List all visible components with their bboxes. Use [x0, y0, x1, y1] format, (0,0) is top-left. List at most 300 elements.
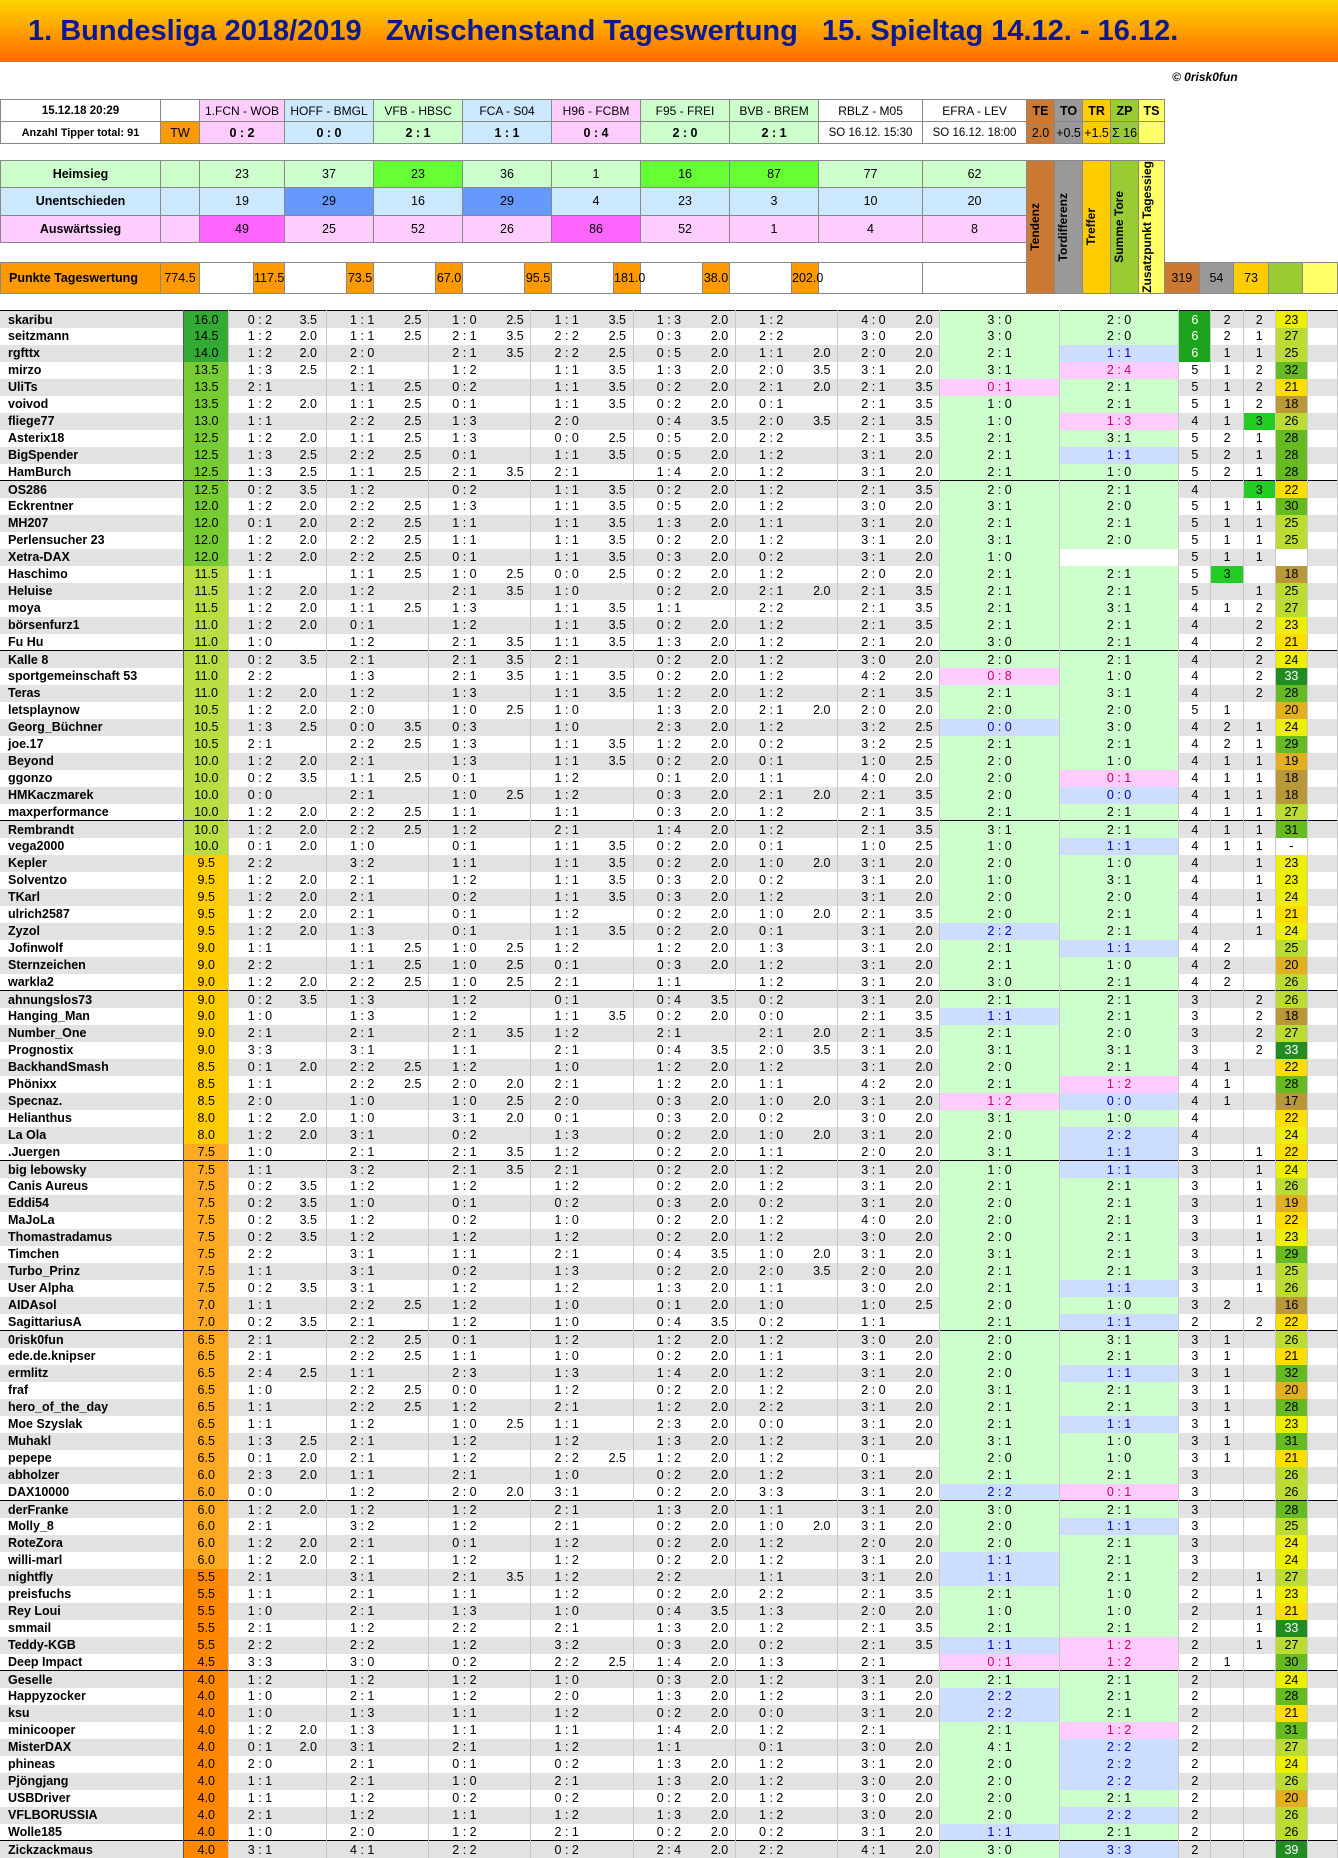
- tip-points: [398, 1212, 429, 1229]
- tip-score: 0 : 3: [633, 549, 704, 566]
- tip-score: 1 : 0: [229, 1705, 291, 1722]
- tr-value: 2: [1243, 600, 1275, 617]
- player-name: Kepler: [0, 855, 184, 872]
- tip-points: 3.5: [909, 379, 940, 396]
- te-value: 4: [1179, 855, 1211, 872]
- tip-score-open: 2 : 0: [940, 1127, 1060, 1144]
- te-value: 3: [1179, 1297, 1211, 1314]
- tip-points: 2.0: [909, 651, 940, 668]
- tip-score: 2 : 1: [326, 906, 397, 923]
- tip-score: 1 : 2: [229, 923, 291, 940]
- tip-points: [291, 1756, 327, 1773]
- tip-score: 3 : 1: [326, 1127, 397, 1144]
- tip-score: 3 : 1: [838, 1348, 909, 1365]
- tip-score: 1 : 2: [326, 481, 397, 498]
- tw-points: 4.5: [184, 1654, 229, 1671]
- tip-score: 0 : 5: [633, 345, 704, 362]
- tip-points: [500, 362, 531, 379]
- tr-value: 2: [1243, 1025, 1275, 1042]
- zp-value: 26: [1275, 1280, 1307, 1297]
- tip-points: [291, 1399, 327, 1416]
- tip-points: 3.5: [602, 532, 633, 549]
- tr-value: [1243, 1688, 1275, 1705]
- to-value: 1: [1211, 1450, 1243, 1467]
- player-name: smmail: [0, 1620, 184, 1637]
- tip-points: [602, 1773, 633, 1790]
- tip-points: 2.5: [602, 328, 633, 345]
- tip-score: 2 : 0: [326, 345, 397, 362]
- ts-value: [1308, 1229, 1338, 1246]
- tip-points: 2.5: [500, 940, 531, 957]
- tr-value: 1: [1243, 1586, 1275, 1603]
- tip-count-u: 19: [200, 188, 285, 215]
- tip-points: 3.5: [704, 1603, 735, 1620]
- tip-score: 1 : 4: [633, 1654, 704, 1671]
- tr-value: 1: [1243, 345, 1275, 362]
- tip-score: 2 : 1: [229, 736, 291, 753]
- tw-header: TW: [161, 122, 200, 144]
- tr-value: 2: [1243, 362, 1275, 379]
- player-name: maxperformance: [0, 804, 184, 821]
- tip-points: 2.0: [291, 1467, 327, 1484]
- tr-col: [1083, 161, 1111, 294]
- tip-score: 0 : 2: [633, 668, 704, 685]
- table-row: [0, 719, 1338, 736]
- te-value: 3: [1179, 1263, 1211, 1280]
- tip-points: [398, 1688, 429, 1705]
- tip-points: [602, 1093, 633, 1110]
- spacer: [552, 293, 614, 310]
- tip-score: 0 : 2: [229, 1229, 291, 1246]
- tip-score: 1 : 1: [531, 311, 602, 328]
- zp-value: 23: [1275, 1416, 1307, 1433]
- tip-points: 2.0: [291, 1552, 327, 1569]
- zp-value: 23: [1275, 872, 1307, 889]
- tip-score: 2 : 1: [838, 1637, 909, 1654]
- player-name: Eddi54: [0, 1195, 184, 1212]
- spacer: [614, 293, 641, 310]
- tw-points: 7.5: [184, 1161, 229, 1178]
- tip-score: 2 : 2: [326, 1399, 397, 1416]
- to-value: [1211, 872, 1243, 889]
- zp-value: 16: [1275, 1297, 1307, 1314]
- tip-points: [807, 617, 838, 634]
- zp-header: ZP: [1111, 100, 1139, 122]
- player-name: warkla2: [0, 974, 184, 991]
- tip-score: 1 : 2: [229, 600, 291, 617]
- tip-points: 2.0: [291, 702, 327, 719]
- ts-value: [1308, 634, 1338, 651]
- tip-score: 2 : 1: [326, 889, 397, 906]
- player-name: Helianthus: [0, 1110, 184, 1127]
- te-value: 3: [1179, 1161, 1211, 1178]
- tip-points: [500, 1620, 531, 1637]
- tip-score: 0 : 2: [735, 1637, 806, 1654]
- player-name: VFLBORUSSIA: [0, 1807, 184, 1824]
- tip-points: [500, 1654, 531, 1671]
- tip-points: [807, 1331, 838, 1348]
- tip-points: [807, 1535, 838, 1552]
- tip-points: [398, 753, 429, 770]
- tip-score: 1 : 2: [735, 668, 806, 685]
- tw-points: 4.0: [184, 1688, 229, 1705]
- tip-points: 2.5: [398, 957, 429, 974]
- tip-score: 1 : 1: [735, 1280, 806, 1297]
- tip-points: 3.5: [909, 481, 940, 498]
- ts-value: [1308, 1756, 1338, 1773]
- tip-score: 0 : 0: [531, 430, 602, 447]
- tr-value: [1243, 1382, 1275, 1399]
- tip-score: 0 : 2: [429, 1212, 500, 1229]
- tw-points: 11.0: [184, 685, 229, 702]
- tw-points: 10.0: [184, 770, 229, 787]
- tw-points: 12.0: [184, 498, 229, 515]
- ts-value: [1308, 855, 1338, 872]
- tip-score: 1 : 2: [735, 1722, 806, 1739]
- ts-value: [1308, 1620, 1338, 1637]
- tw-points: 7.5: [184, 1212, 229, 1229]
- tr-value: +1.5: [1083, 122, 1111, 144]
- te-value: 3: [1179, 1365, 1211, 1382]
- tr-value: [1243, 1076, 1275, 1093]
- tip-points: [807, 1807, 838, 1824]
- tip-score: 1 : 0: [735, 1518, 806, 1535]
- tip-score: 1 : 3: [633, 515, 704, 532]
- ts-value: [1308, 430, 1338, 447]
- tip-count-a: 8: [923, 215, 1027, 242]
- tip-score: 1 : 2: [429, 1280, 500, 1297]
- tip-score-open: 2 : 2: [1059, 1807, 1179, 1824]
- tip-score-open: 2 : 0: [940, 1195, 1060, 1212]
- tip-points: 2.0: [807, 1518, 838, 1535]
- tw-points: 4.0: [184, 1705, 229, 1722]
- tip-points: [500, 1688, 531, 1705]
- tip-score: 2 : 1: [229, 1348, 291, 1365]
- tip-score-open: 2 : 0: [940, 1297, 1060, 1314]
- tr-value: 1: [1243, 1620, 1275, 1637]
- tip-score: 1 : 2: [326, 1501, 397, 1518]
- tip-score: 1 : 2: [633, 940, 704, 957]
- tip-score: 1 : 0: [429, 787, 500, 804]
- spacer: [552, 242, 614, 262]
- tip-points: [807, 1637, 838, 1654]
- tip-score: 2 : 0: [735, 1042, 806, 1059]
- tip-points: 2.0: [704, 1229, 735, 1246]
- tip-score: 2 : 1: [326, 1025, 397, 1042]
- tip-points: 2.0: [291, 1450, 327, 1467]
- tip-score: 4 : 0: [838, 770, 909, 787]
- table-row: [0, 1399, 1338, 1416]
- tip-score-open: 2 : 0: [1059, 532, 1179, 549]
- table-row: [0, 328, 1338, 345]
- te-value: 4: [1179, 1110, 1211, 1127]
- tip-score: 2 : 1: [838, 1025, 909, 1042]
- tip-points: 2.0: [909, 1467, 940, 1484]
- tip-points: 3.5: [602, 872, 633, 889]
- tip-score: 1 : 1: [429, 1807, 500, 1824]
- tip-score: 1 : 1: [531, 379, 602, 396]
- ts-value: [1308, 906, 1338, 923]
- table-row: [0, 1212, 1338, 1229]
- to-value: [1211, 1229, 1243, 1246]
- tip-score: 0 : 3: [633, 804, 704, 821]
- tip-score: 1 : 3: [531, 1365, 602, 1382]
- tip-points: [500, 736, 531, 753]
- to-value: 1: [1211, 498, 1243, 515]
- zp-value: 21: [1275, 634, 1307, 651]
- zp-value: 21: [1275, 906, 1307, 923]
- tw-points: 11.0: [184, 634, 229, 651]
- tw-points: 7.5: [184, 1229, 229, 1246]
- tip-points: [398, 583, 429, 600]
- to-value: [1211, 1705, 1243, 1722]
- tip-points: 2.0: [291, 583, 327, 600]
- tip-points: [602, 1297, 633, 1314]
- tip-score: 3 : 1: [838, 1688, 909, 1705]
- tip-points: [807, 821, 838, 838]
- tip-points: [500, 855, 531, 872]
- tip-points: 3.5: [602, 549, 633, 566]
- tip-points: [807, 1773, 838, 1790]
- tip-score-open: 2 : 1: [940, 804, 1060, 821]
- table-row: [0, 1365, 1338, 1382]
- tip-points: [398, 1518, 429, 1535]
- tip-points: 2.5: [500, 702, 531, 719]
- tip-score-open: 2 : 1: [940, 447, 1060, 464]
- tip-points: [602, 1433, 633, 1450]
- player-name: mirzo: [0, 362, 184, 379]
- zp-value: 27: [1275, 1569, 1307, 1586]
- tip-score: 1 : 3: [326, 1008, 397, 1025]
- tip-points: [398, 1773, 429, 1790]
- tip-score: 1 : 3: [531, 1127, 602, 1144]
- tip-points: [807, 464, 838, 481]
- tip-score-open: 2 : 0: [940, 855, 1060, 872]
- tip-points: 2.0: [807, 1246, 838, 1263]
- tip-points: 2.0: [291, 1501, 327, 1518]
- zp-value: 32: [1275, 1365, 1307, 1382]
- zp-value: 19: [1275, 753, 1307, 770]
- tip-score: 2 : 0: [229, 1093, 291, 1110]
- tip-score-open: 2 : 0: [940, 481, 1060, 498]
- tip-points: 2.5: [398, 379, 429, 396]
- tip-score-open: 2 : 1: [940, 583, 1060, 600]
- tip-score-open: 2 : 1: [940, 685, 1060, 702]
- tip-points: 2.0: [704, 1637, 735, 1654]
- ts-value: [1308, 821, 1338, 838]
- tw-points: 13.5: [184, 396, 229, 413]
- tip-points: 2.0: [909, 566, 940, 583]
- tip-score-open: 1 : 2: [1059, 1654, 1179, 1671]
- tip-points: [500, 889, 531, 906]
- tr-value: [1243, 974, 1275, 991]
- tip-score: 0 : 0: [229, 1484, 291, 1501]
- tip-score: 0 : 2: [429, 1654, 500, 1671]
- to-value: [1211, 906, 1243, 923]
- ts-value: [1308, 872, 1338, 889]
- tip-score-open: 2 : 1: [1059, 923, 1179, 940]
- tip-points: [291, 1348, 327, 1365]
- tip-points: [807, 1365, 838, 1382]
- tip-score: 2 : 0: [838, 702, 909, 719]
- tr-value: [1243, 1059, 1275, 1076]
- tip-score: 2 : 2: [735, 1586, 806, 1603]
- tr-value: 1: [1243, 736, 1275, 753]
- tip-points: [398, 855, 429, 872]
- tip-points: [602, 1229, 633, 1246]
- tip-score: 3 : 1: [326, 1246, 397, 1263]
- tip-score: 2 : 2: [326, 1331, 397, 1348]
- tip-points: 2.0: [909, 1671, 940, 1688]
- table-row: [0, 362, 1338, 379]
- tip-points: 2.0: [704, 532, 735, 549]
- tip-score: 1 : 3: [735, 1603, 806, 1620]
- te-value: 2: [1179, 1620, 1211, 1637]
- tip-points: 2.5: [291, 464, 327, 481]
- tip-points: [909, 1314, 940, 1331]
- tr-value: [1243, 1365, 1275, 1382]
- te-value: 3: [1179, 1331, 1211, 1348]
- tip-score-open: 1 : 1: [940, 1569, 1060, 1586]
- ts-value: [1308, 1263, 1338, 1280]
- tip-score: 1 : 2: [531, 1229, 602, 1246]
- player-name: ermlitz: [0, 1365, 184, 1382]
- auswaertssieg-label: Auswärtssieg: [1, 215, 161, 242]
- table-row: [0, 532, 1338, 549]
- tip-points: [500, 1348, 531, 1365]
- tip-score: 1 : 1: [735, 1569, 806, 1586]
- tr-value: 1: [1243, 328, 1275, 345]
- tr-value: [1243, 1790, 1275, 1807]
- tr-value: 2: [1243, 1042, 1275, 1059]
- zp-value: 27: [1275, 804, 1307, 821]
- zp-value: 24: [1275, 1127, 1307, 1144]
- te-value: 5: [1179, 583, 1211, 600]
- tip-points: 2.0: [704, 702, 735, 719]
- tip-score: 0 : 1: [429, 1195, 500, 1212]
- tip-score: 3 : 3: [229, 1042, 291, 1059]
- tip-points: 2.0: [807, 855, 838, 872]
- tip-points: 3.5: [602, 515, 633, 532]
- tip-points: 2.5: [500, 566, 531, 583]
- tip-score-open: 2 : 0: [940, 1535, 1060, 1552]
- table-row: [0, 1076, 1338, 1093]
- tip-points: 2.0: [909, 1280, 940, 1297]
- tip-points: [398, 617, 429, 634]
- to-value: [1211, 1280, 1243, 1297]
- tip-points: 2.0: [909, 634, 940, 651]
- tip-points: [500, 1229, 531, 1246]
- tip-score: 2 : 1: [229, 1807, 291, 1824]
- zp-value: 21: [1275, 1450, 1307, 1467]
- zp-value: 26: [1275, 1331, 1307, 1348]
- tip-points: [807, 1467, 838, 1484]
- tip-score: 1 : 0: [735, 1093, 806, 1110]
- tip-points: 2.0: [909, 1042, 940, 1059]
- tip-score-open: 3 : 1: [1059, 1042, 1179, 1059]
- tip-score: 0 : 1: [735, 923, 806, 940]
- table-row: [0, 1450, 1338, 1467]
- tip-score: 3 : 0: [838, 498, 909, 515]
- tip-score: 1 : 2: [633, 1059, 704, 1076]
- tip-score-open: 1 : 3: [1059, 413, 1179, 430]
- tip-points: 2.0: [704, 1705, 735, 1722]
- tip-score: 2 : 2: [531, 345, 602, 362]
- te-value: 2: [1179, 1603, 1211, 1620]
- tipper-label: Anzahl Tipper total:: [21, 126, 125, 139]
- tip-points: 2.0: [704, 447, 735, 464]
- te-value: 5: [1179, 549, 1211, 566]
- table-row: [0, 855, 1338, 872]
- tip-score-open: 1 : 0: [1059, 668, 1179, 685]
- tip-score: 2 : 1: [429, 328, 500, 345]
- te-value: 2: [1179, 1671, 1211, 1688]
- tip-points: 2.0: [704, 1535, 735, 1552]
- te-value: 2: [1179, 1841, 1211, 1858]
- tip-points: [807, 447, 838, 464]
- tip-score: 0 : 2: [735, 872, 806, 889]
- tip-score: 1 : 3: [229, 362, 291, 379]
- player-name: Asterix18: [0, 430, 184, 447]
- tip-points: 2.0: [909, 974, 940, 991]
- tip-score: 1 : 1: [531, 838, 602, 855]
- tip-points: 2.5: [398, 447, 429, 464]
- te-value: 3: [1179, 1212, 1211, 1229]
- tip-score: 1 : 1: [531, 668, 602, 685]
- tw-points: 14.5: [184, 328, 229, 345]
- te-value: 3: [1179, 1178, 1211, 1195]
- tip-score: 2 : 2: [229, 668, 291, 685]
- title-banner: [0, 0, 1338, 62]
- tip-score: 0 : 2: [633, 379, 704, 396]
- ts-value: [1308, 1637, 1338, 1654]
- tip-points: 2.0: [909, 1484, 940, 1501]
- tip-points: 2.0: [500, 1484, 531, 1501]
- tip-score: 1 : 2: [735, 566, 806, 583]
- tip-points: 3.5: [291, 651, 327, 668]
- tip-score: 1 : 2: [735, 804, 806, 821]
- table-row: [0, 702, 1338, 719]
- tip-score-open: 2 : 1: [940, 1467, 1060, 1484]
- table-row: [0, 787, 1338, 804]
- tip-score: 1 : 2: [735, 719, 806, 736]
- tip-score-open: 3 : 0: [940, 1841, 1060, 1858]
- spacer: [285, 144, 347, 161]
- tip-score-open: 2 : 1: [1059, 1008, 1179, 1025]
- tip-points: 2.0: [704, 1212, 735, 1229]
- tip-score-open: 4 : 1: [940, 1739, 1060, 1756]
- tip-score: 2 : 1: [838, 617, 909, 634]
- tw-points: 12.5: [184, 481, 229, 498]
- tip-score: 1 : 1: [531, 1722, 602, 1739]
- table-row: [0, 1195, 1338, 1212]
- tip-score: 2 : 2: [735, 328, 806, 345]
- spacer: [923, 144, 1027, 161]
- tip-score-open: 1 : 1: [1059, 1416, 1179, 1433]
- tip-points: 3.5: [602, 617, 633, 634]
- tip-score: 1 : 3: [429, 413, 500, 430]
- tip-points: 2.0: [704, 889, 735, 906]
- tip-score: 1 : 0: [229, 634, 291, 651]
- to-value: 2: [1211, 430, 1243, 447]
- tip-score: 0 : 2: [429, 889, 500, 906]
- tip-score: 0 : 2: [735, 1195, 806, 1212]
- tw-points: 4.0: [184, 1824, 229, 1841]
- tw-points: 11.0: [184, 651, 229, 668]
- tip-points: [500, 1433, 531, 1450]
- tip-score: 1 : 2: [326, 1212, 397, 1229]
- tip-points: 3.5: [807, 1042, 838, 1059]
